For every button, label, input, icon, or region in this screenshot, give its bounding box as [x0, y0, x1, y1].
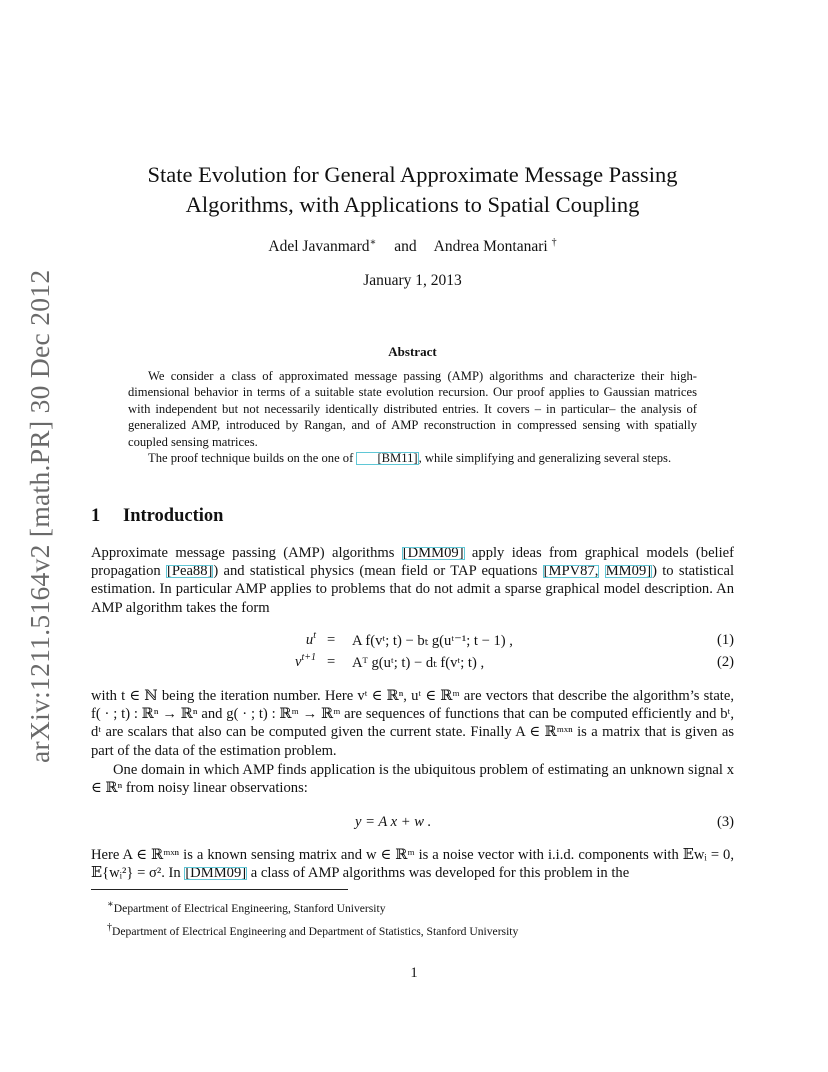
- intro-paragraph-1: [91, 544, 734, 617]
- abstract-p2-text-end: , while simplifying and generalizing several steps.: [418, 451, 672, 466]
- section-number: 1: [91, 506, 101, 526]
- citation-dmm09-2[interactable]: [DMM09]: [185, 865, 247, 882]
- eq2-lhs: $v^{t+1}$: [294, 652, 316, 670]
- eq1-rhs: A f(vᵗ; t) − bₜ g(uᵗ⁻¹; t − 1) ,: [352, 633, 513, 649]
- intro-text-b: apply ideas from graphical models (belief propagation: [91, 545, 734, 580]
- eq3-number: (3): [716, 814, 734, 830]
- paragraph-4-text-a: Here A ∈ ℝᵐˣⁿ is a known sensing matrix and w ∈ ℝᵐ is a noise vector with i.i.d. components with 𝔼wᵢ = 0, 𝔼{wᵢ²} = σ². In: [91, 847, 734, 882]
- page-number: 1: [410, 965, 418, 981]
- paragraph-sensing-matrix: [91, 846, 734, 882]
- paragraph-3-text: One domain in which AMP finds application is the ubiquitous problem of estimating an unknown signal x ∈ ℝⁿ from noisy linear observations:: [91, 762, 734, 797]
- eq2-equals: =: [327, 654, 336, 670]
- eq2-rhs: Aᵀ g(uᵗ; t) − dₜ f(vᵗ; t) ,: [352, 655, 485, 671]
- paper-date: January 1, 2013: [363, 272, 462, 289]
- abstract-paragraph-1: We consider a class of approximated message passing (AMP) algorithms and characterize their high-dimensional behavior in terms of a suitable state evolution recursion. Our proof applies to Gaussian matrices with independent but not necessarily identically distributed entries. It covers – in particular– the analysis of generalized AMP, introduced by Rangan, and of AMP reconstruction in compressed sensing with spatially coupled sensing matrices.: [128, 369, 697, 449]
- footnote-2-mark: †: [107, 922, 112, 934]
- footnote-1: [107, 899, 386, 915]
- title-line-2: Algorithms, with Applications to Spatial Coupling: [185, 192, 640, 217]
- section-title: Introduction: [123, 506, 224, 526]
- abstract-paragraph-2: [128, 450, 697, 466]
- arxiv-stamp: [24, 1, 55, 763]
- author-conjunction: and: [394, 238, 417, 255]
- footnote-1-mark: ∗: [107, 899, 114, 911]
- footnote-2: [107, 922, 519, 938]
- abstract-body: [128, 368, 697, 466]
- citation-mpv87[interactable]: [MPV87,: [543, 563, 599, 580]
- paragraph-estimation-problem: [91, 761, 734, 797]
- author-javanmard: Adel Javanmard: [268, 238, 370, 255]
- abstract-heading: Abstract: [388, 344, 437, 359]
- footnote-rule: [91, 889, 348, 890]
- author-montanari: Andrea Montanari: [433, 238, 548, 255]
- intro-text-d: ) to statistical estimation. In particular AMP applies to problems that do not admit a sparse graphical model description. An AMP algorithm takes the form: [91, 563, 735, 616]
- intro-text-c: ) and statistical physics (mean field or TAP equations: [213, 563, 543, 580]
- paper-title: [90, 160, 735, 220]
- author1-footnote-mark[interactable]: ∗: [369, 236, 377, 248]
- eq1-lhs: $u^t$: [305, 630, 316, 648]
- paragraph-state-description: [91, 687, 734, 760]
- citation-dmm09[interactable]: [DMM09]: [402, 545, 464, 561]
- title-line-1: State Evolution for General Approximate Message Passing: [147, 162, 678, 187]
- eq2-number: (2): [716, 654, 734, 670]
- footnote-2-text: Department of Electrical Engineering and Department of Statistics, Stanford University: [112, 925, 519, 938]
- section-heading-introduction: [91, 506, 223, 527]
- eq3-body: y = A x + w .: [355, 814, 432, 830]
- citation-bm11[interactable]: [BM11]: [356, 452, 418, 465]
- eq1-number: (1): [716, 632, 734, 648]
- eq1-equals: =: [327, 632, 336, 648]
- author-list: [90, 238, 735, 256]
- citation-mm09[interactable]: MM09]: [605, 563, 652, 580]
- paragraph-2-text: with t ∈ ℕ being the iteration number. Here vᵗ ∈ ℝⁿ, uᵗ ∈ ℝᵐ are vectors that describe the algorithm’s state, f( · ; t) : ℝⁿ → ℝⁿ and g( · ; t) : ℝᵐ → ℝᵐ are sequences of functions that can be computed efficiently and bᵗ, dᵗ are scalars that also can be computed given the current state. Finally A ∈ ℝᵐˣⁿ is a matrix that is given as part of the data of the estimation problem.: [91, 688, 735, 759]
- footnote-1-text: Department of Electrical Engineering, Stanford University: [113, 902, 386, 915]
- arxiv-identifier: arXiv:1211.5164v2 [math.PR] 30 Dec 2012: [24, 269, 55, 763]
- abstract-p2-text: The proof technique builds on the one of: [148, 451, 357, 466]
- citation-pea88[interactable]: [Pea88]: [167, 563, 213, 580]
- paragraph-4-text-b: a class of AMP algorithms was developed for this problem in the: [247, 865, 630, 882]
- intro-text-a: Approximate message passing (AMP) algorithms: [91, 545, 402, 561]
- author2-footnote-mark[interactable]: †: [551, 236, 557, 248]
